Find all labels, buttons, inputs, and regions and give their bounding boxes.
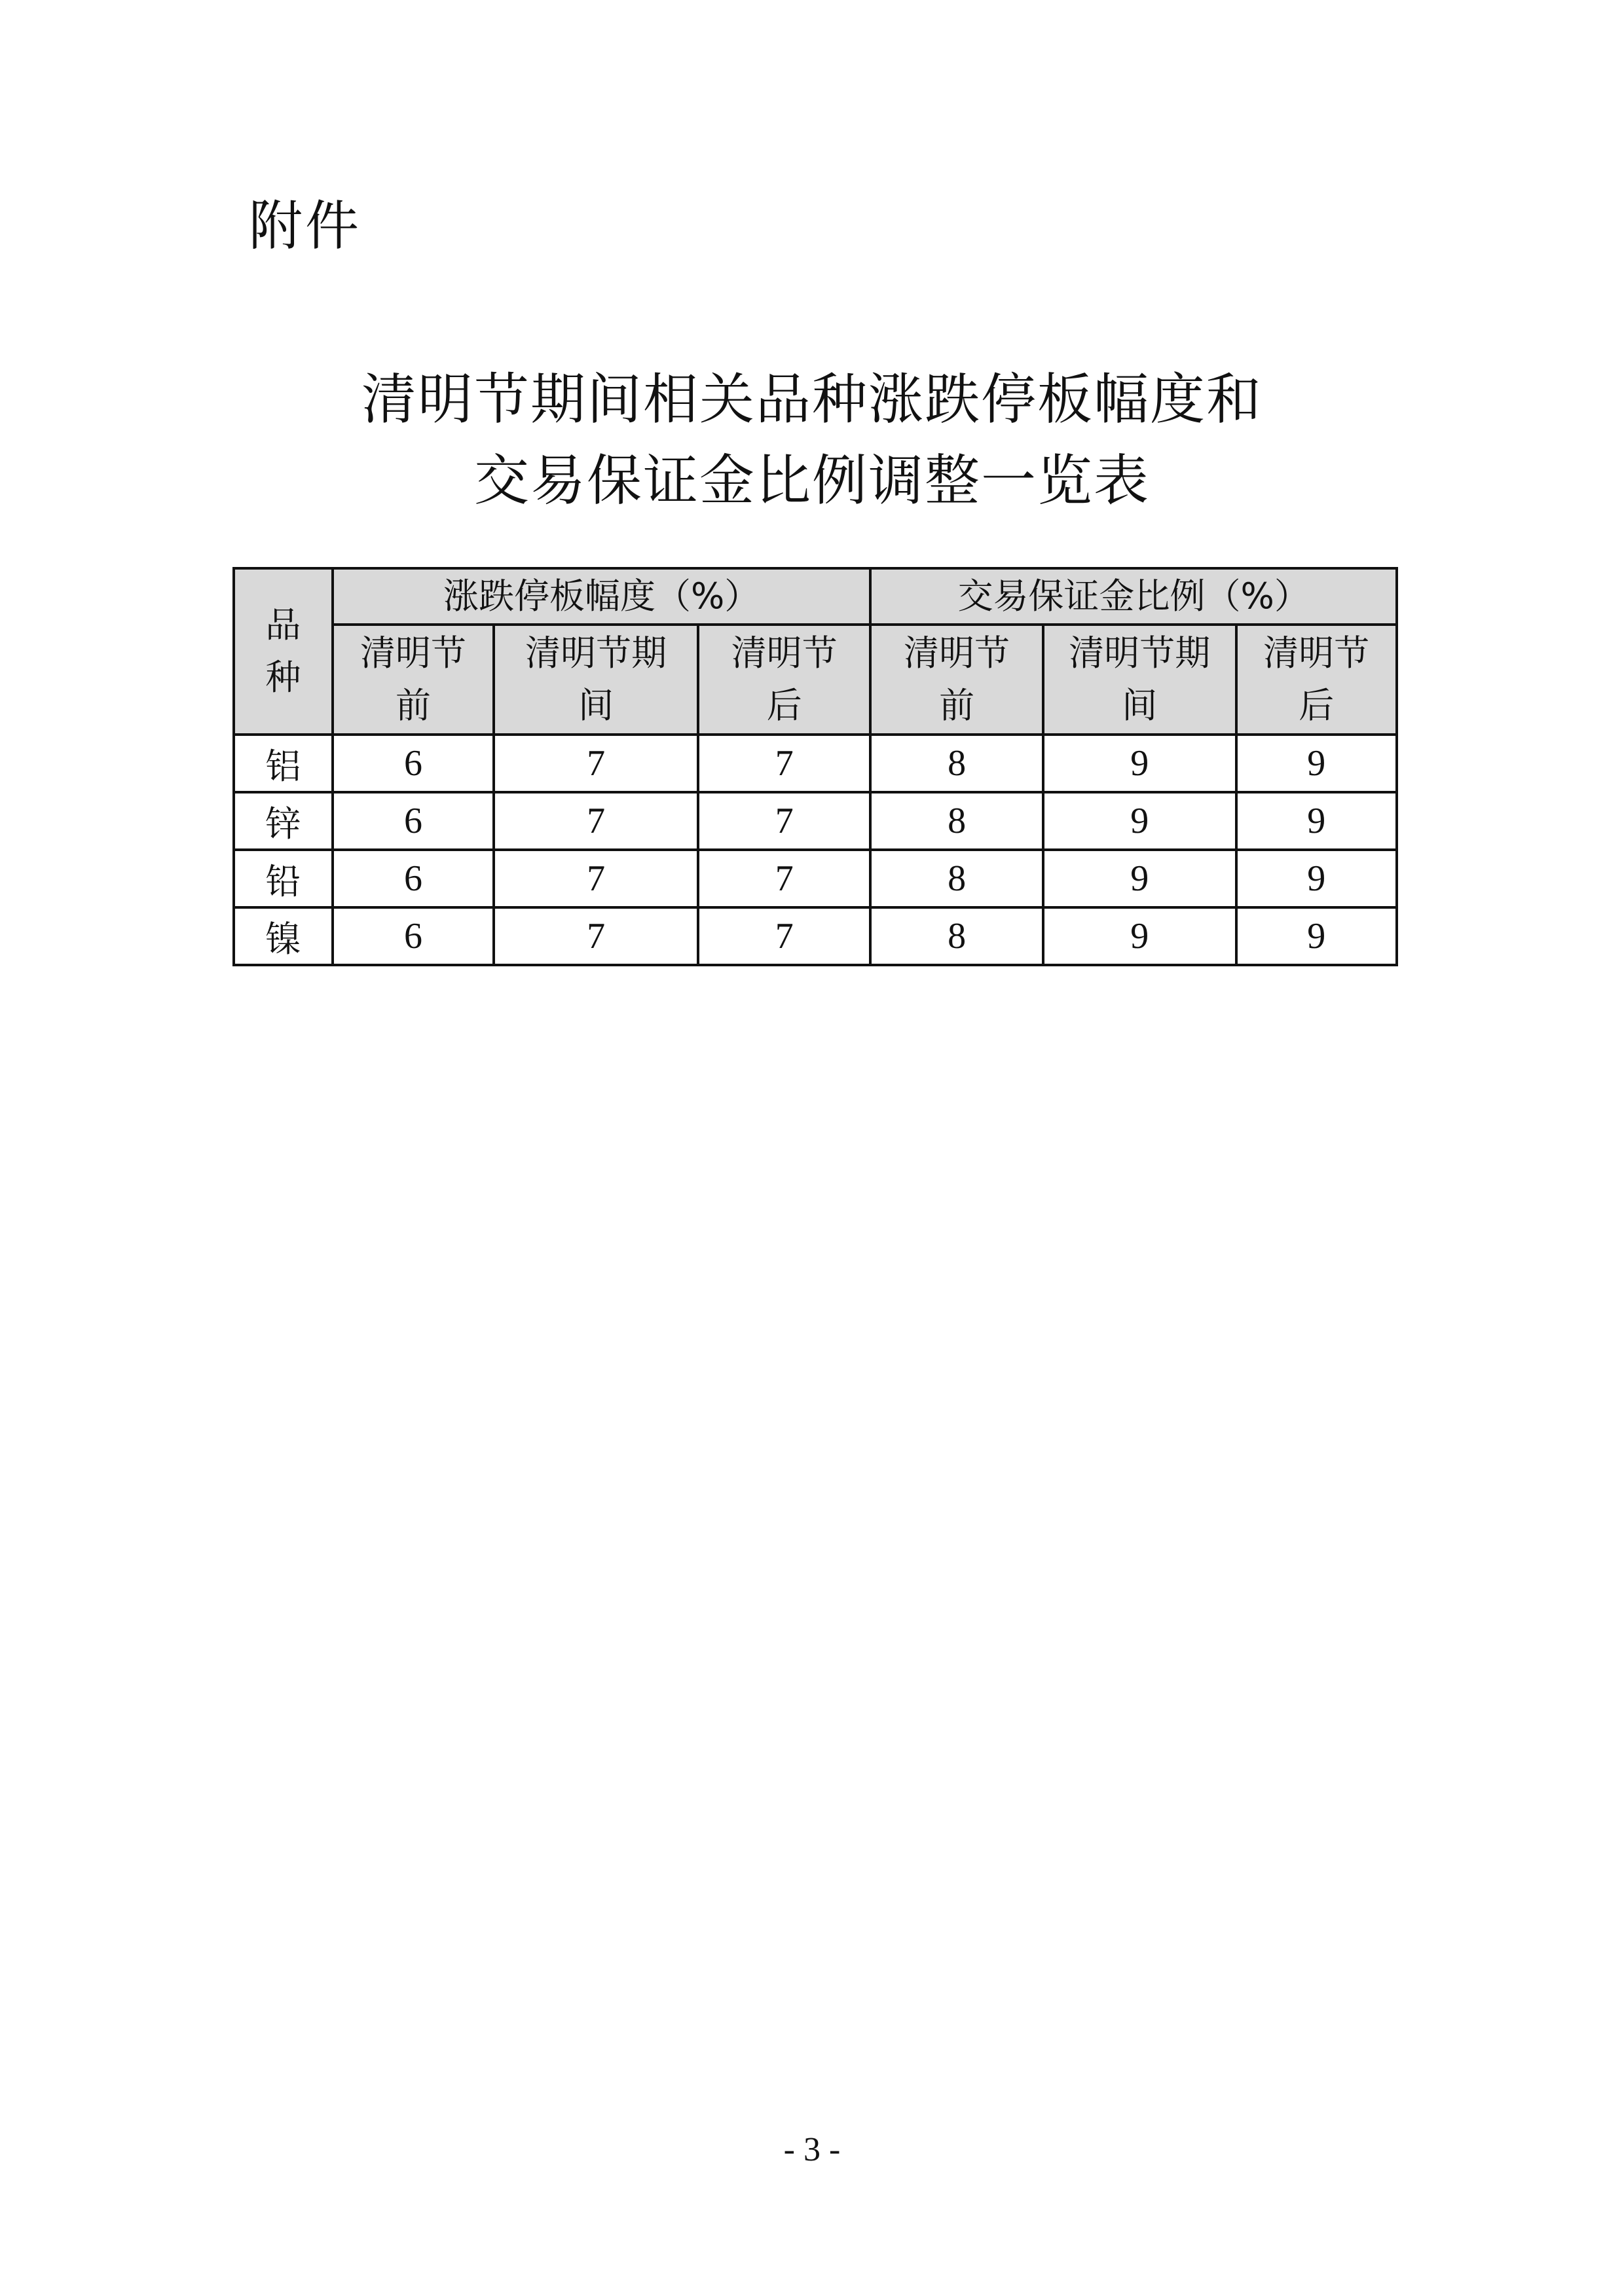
attachment-label: 附件 — [249, 195, 362, 257]
page-number: - 3 - — [783, 2131, 841, 2168]
adjustment-table — [232, 567, 1398, 966]
margin-ratio-group-header: 交易保证金比例（%） — [870, 568, 1397, 625]
document-title-line-1: 清明节期间相关品种涨跌停板幅度和 — [361, 367, 1263, 431]
table-cell: 8 — [870, 735, 1043, 792]
table-cell: 7 — [698, 792, 870, 850]
table-cell: 8 — [870, 850, 1043, 907]
table-cell: 8 — [870, 792, 1043, 850]
table-cell: 9 — [1043, 735, 1236, 792]
table-cell: 6 — [333, 907, 494, 965]
sub-header-margin-during: 清明节期 间 — [1043, 625, 1236, 735]
table-row — [234, 735, 1397, 792]
table-cell: 9 — [1043, 792, 1236, 850]
table-cell: 9 — [1236, 792, 1397, 850]
table-cell: 7 — [494, 907, 698, 965]
table-cell: 6 — [333, 735, 494, 792]
sub-header-limit-after: 清明节 后 — [698, 625, 870, 735]
variety-cell: 铅 — [234, 850, 333, 907]
table-cell: 6 — [333, 850, 494, 907]
table-cell: 7 — [494, 792, 698, 850]
table-row — [234, 850, 1397, 907]
table-cell: 7 — [698, 850, 870, 907]
table-cell: 9 — [1236, 850, 1397, 907]
sub-header-margin-before: 清明节 前 — [870, 625, 1043, 735]
price-limit-group-header: 涨跌停板幅度（%） — [333, 568, 871, 625]
table-cell: 9 — [1043, 850, 1236, 907]
table-cell: 9 — [1236, 907, 1397, 965]
table-header-sub-row — [234, 625, 1397, 735]
sub-header-margin-after: 清明节 后 — [1236, 625, 1397, 735]
variety-cell: 锌 — [234, 792, 333, 850]
variety-cell: 铝 — [234, 735, 333, 792]
table-cell: 7 — [698, 735, 870, 792]
variety-cell: 镍 — [234, 907, 333, 965]
document-title-line-2: 交易保证金比例调整一览表 — [473, 448, 1150, 513]
table-cell: 8 — [870, 907, 1043, 965]
table-header-group-row — [234, 568, 1397, 625]
table-cell: 9 — [1236, 735, 1397, 792]
table-cell: 9 — [1043, 907, 1236, 965]
sub-header-limit-during: 清明节期 间 — [494, 625, 698, 735]
sub-header-limit-before: 清明节 前 — [333, 625, 494, 735]
table-cell: 6 — [333, 792, 494, 850]
table-cell: 7 — [494, 850, 698, 907]
table-cell: 7 — [698, 907, 870, 965]
variety-header: 品 种 — [234, 568, 333, 735]
table-row — [234, 792, 1397, 850]
table-row — [234, 907, 1397, 965]
table-cell: 7 — [494, 735, 698, 792]
